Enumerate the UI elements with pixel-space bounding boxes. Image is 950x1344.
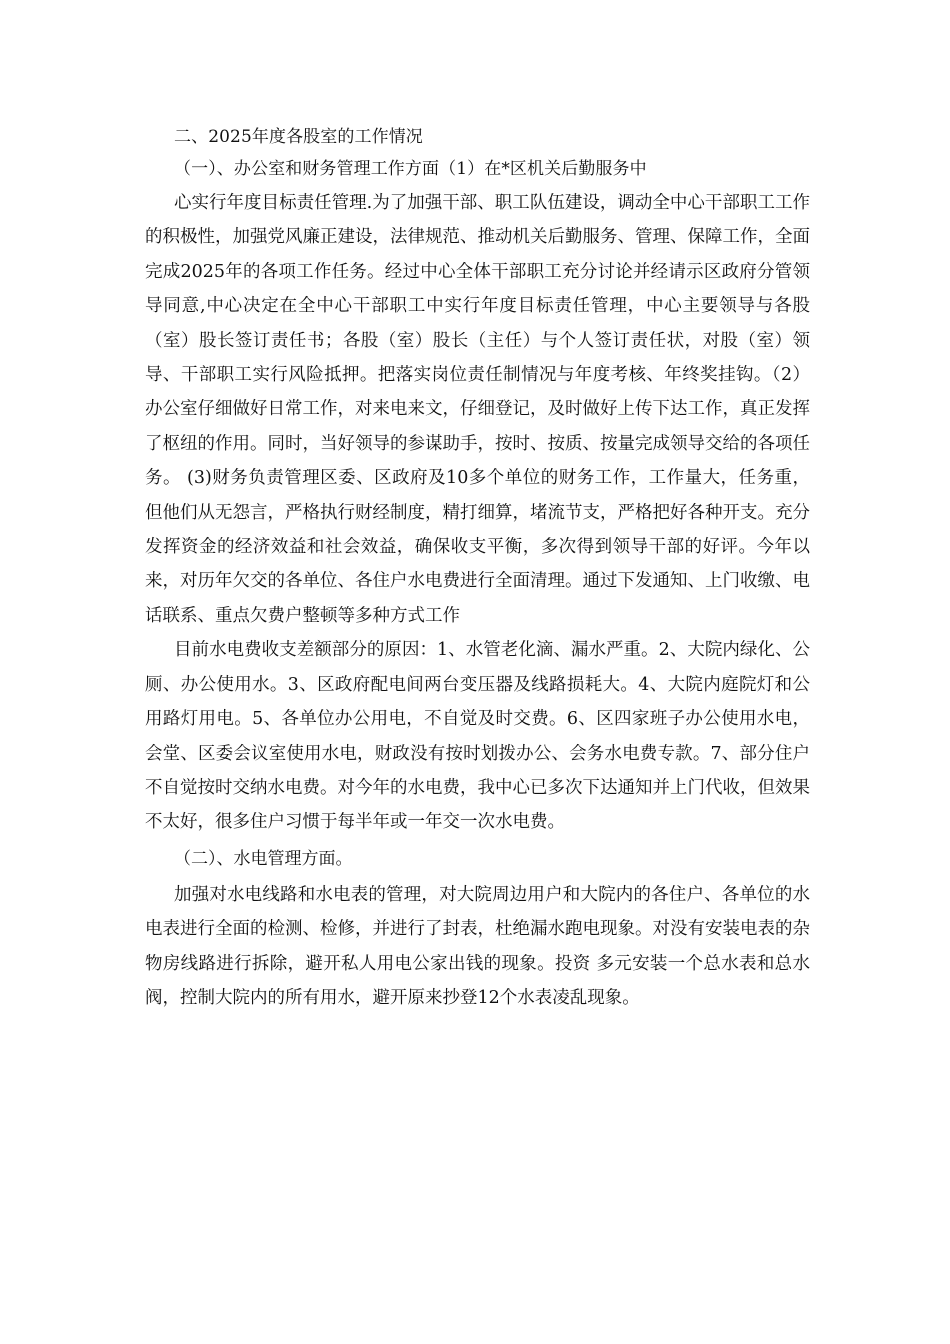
paragraph-utility-fee-reasons: 目前水电费收支差额部分的原因：1、水管老化滴、漏水严重。2、大院内绿化、公厕、办公使用水。3、区政府配电间两台变压器及线路损耗大。4、大院内庭院灯和公用路灯用电。5、各单位办公用电，不自觉及时交费。6、区四家班子办公使用水电，会堂、区委会议室使用水电，财政没有按时划拨办公、会务水电费专款。7、部分住户不自觉按时交纳水电费。对今年的水电费，我中心已多次下达通知并上门代收，但效果不太好，很多住户习惯于每半年或一年交一次水电费。 (145, 640, 810, 833)
section-heading: 二、2025年度各股室的工作情况 (174, 127, 423, 147)
paragraph-utility-management: 加强对水电线路和水电表的管理，对大院周边用户和大院内的各住户、各单位的水电表进行全面的检测、检修，并进行了封表，杜绝漏水跑电现象。对没有安装电表的杂物房线路进行拆除，避开私人用电公家出钱的现象。投资 多元安装一个总水表和总水阀，控制大院内的所有用水，避开原来抄登12个水表凌乱现象。 (145, 884, 810, 1008)
subsection-2-heading: （二）、水电管理方面。 (174, 848, 353, 869)
paragraph-target-responsibility: 心实行年度目标责任管理.为了加强干部、职工队伍建设，调动全中心干部职工工作的积极性，加强党风廉正建设，法律规范、推动机关后勤服务、管理、保障工作，全面完成2025年的各项工作任务。经过中心全体干部职工充分讨论并经请示区政府分管领导同意,中心决定在全中心干部职工中实行年度目标责任管理，中心主要领导与各股（室）股长签订责任书；各股（室）股长（主任）与个人签订责任状，对股（室）领导、干部职工实行风险抵押。把落实岗位责任制情况与年度考核、年终奖挂钩。（2）办公室仔细做好日常工作，对来电来文，仔细登记，及时做好上传下达工作，真正发挥了枢纽的作用。同时，当好领导的参谋助手，按时、按质、按量完成领导交给的各项任务。 (3)财务负责管理区委、区政府及10多个单位的财务工作，工作量大，任务重，但他们从无怨言，严格执行财经制度，精打细算，堵流节支，严格把好各种开支。充分发挥资金的经济效益和社会效益，确保收支平衡，多次得到领导干部的好评。今年以来，对历年欠交的各单位、各住户水电费进行全面清理。通过下发通知、上门收缴、电话联系、重点欠费户整顿等多种方式工作 (145, 193, 810, 626)
subsection-1-heading: （一）、办公室和财务管理工作方面（1）在*区机关后勤服务中 (174, 159, 647, 179)
document-body (145, 122, 810, 1015)
